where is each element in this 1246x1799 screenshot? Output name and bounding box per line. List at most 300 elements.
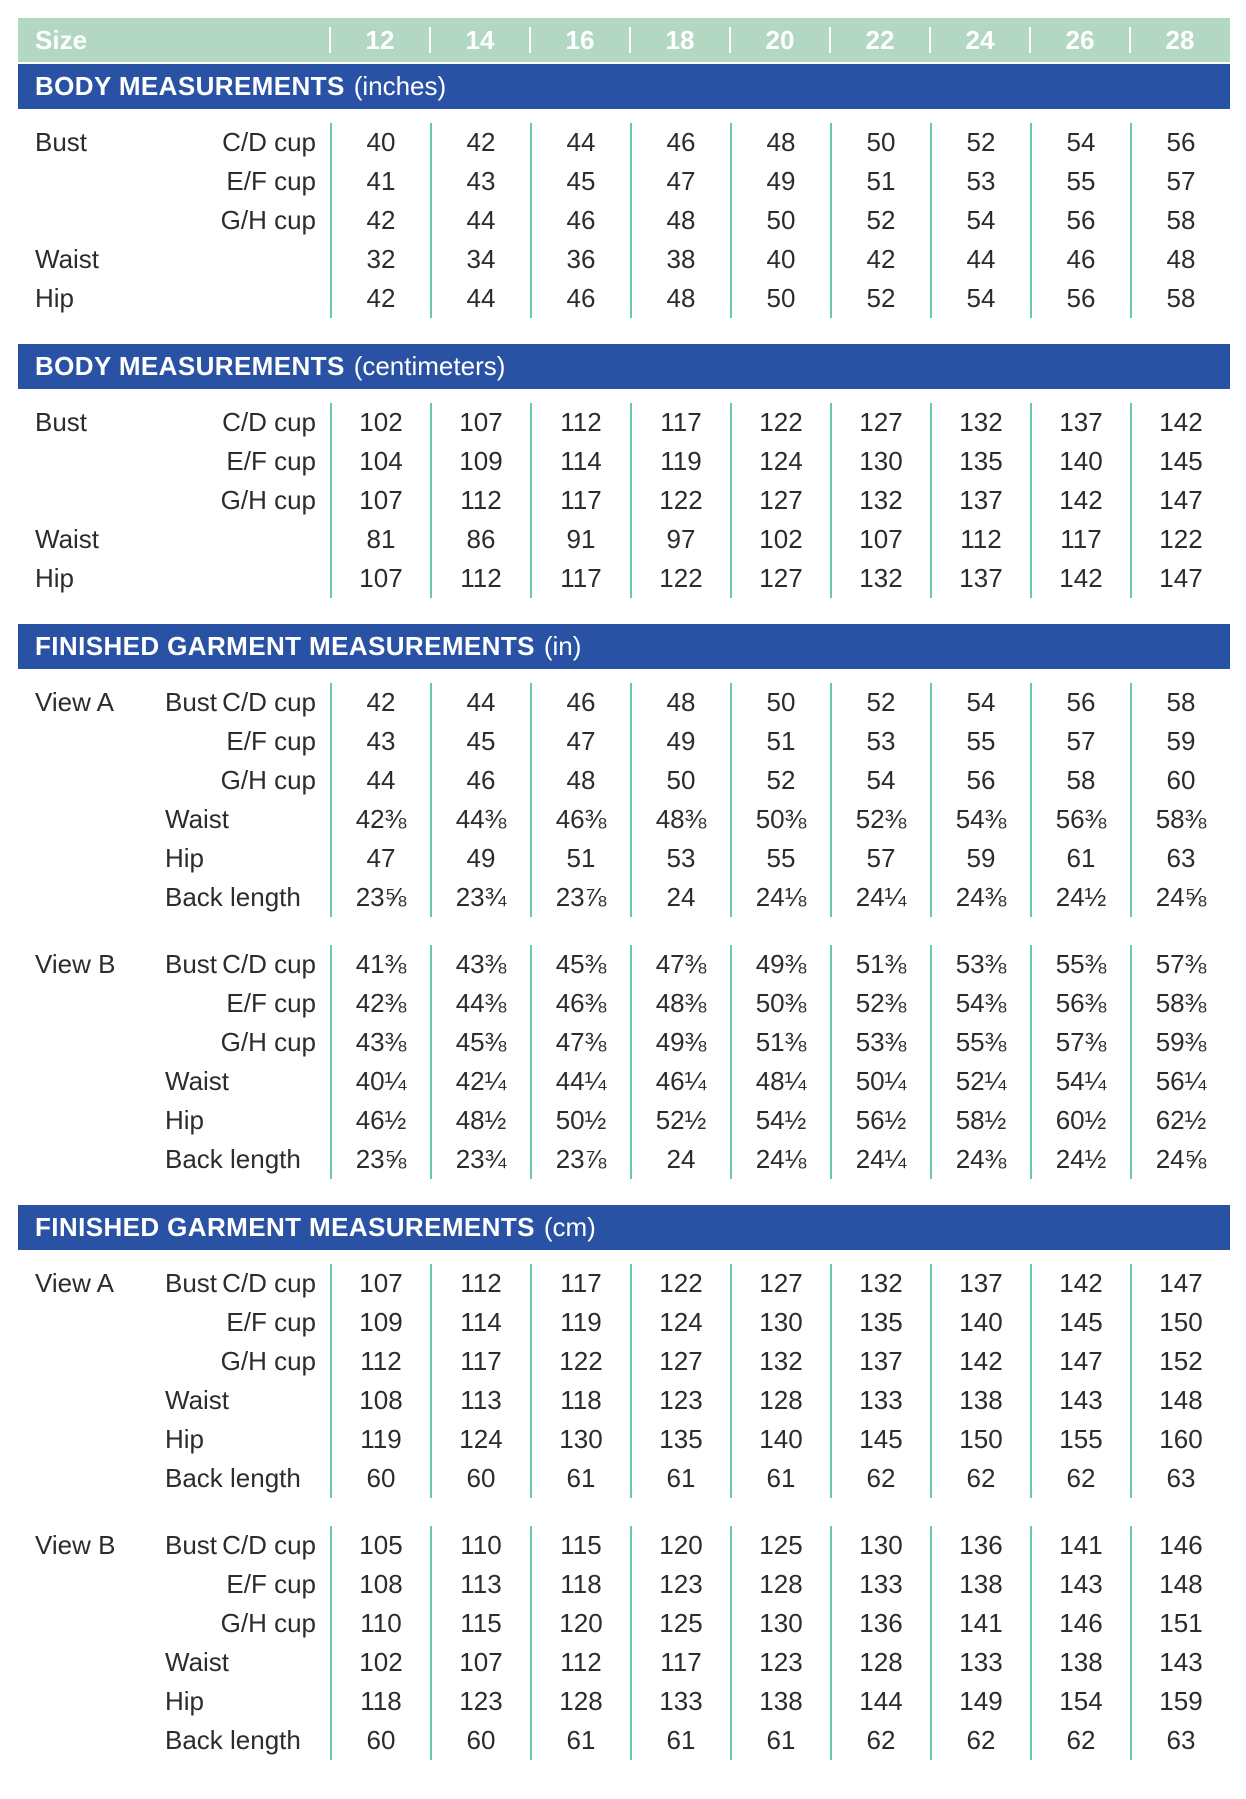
measurement-row [18,442,1230,481]
measurement-cell: 138 [930,1381,1030,1420]
measurement-cell: 127 [730,481,830,520]
row-label-secondary: Waist [165,1066,230,1096]
size-chart [18,18,1230,1760]
measurement-cell: 34 [430,240,530,279]
row-label-primary [35,1565,165,1604]
row-label-primary [35,839,165,878]
measurement-cell: 148 [1130,1565,1230,1604]
measurement-cell: 57⅜ [1030,1023,1130,1062]
row-label-secondary: Back length [165,1725,301,1755]
measurement-cell: 63 [1130,1459,1230,1498]
measurement-cell: 142 [930,1342,1030,1381]
measurement-cell: 148 [1130,1381,1230,1420]
measurement-cell: 61 [1030,839,1130,878]
measurement-cell: 120 [630,1526,730,1565]
size-header-label: Size [35,24,88,55]
row-label-group [165,1342,330,1381]
row-label-primary [35,1420,165,1459]
measurement-cell: 42⅜ [330,984,430,1023]
row-labels [18,1023,330,1062]
measurement-cell: 112 [530,403,630,442]
row-label-group [165,279,330,318]
row-label-secondary: Hip [165,843,205,873]
measurement-cell: 125 [730,1526,830,1565]
row-labels [18,1604,330,1643]
measurement-cell: 60½ [1030,1101,1130,1140]
measurement-cell: 53⅜ [830,1023,930,1062]
row-label-secondary: Back length [165,882,301,912]
measurement-cell: 130 [830,442,930,481]
measurement-cell: 24½ [1030,1140,1130,1179]
measurement-cell: 115 [530,1526,630,1565]
row-label-primary [35,1023,165,1062]
measurement-cell: 53 [930,162,1030,201]
measurement-cell: 136 [930,1526,1030,1565]
measurement-cell: 122 [630,481,730,520]
measurement-cell: 38 [630,240,730,279]
measurement-cell: 137 [930,481,1030,520]
measurement-cell: 123 [630,1381,730,1420]
measurement-cell: 147 [1030,1342,1130,1381]
measurement-cell: 43⅜ [430,945,530,984]
measurement-cell: 56½ [830,1101,930,1140]
measurement-cell: 49 [730,162,830,201]
measurement-row [18,1023,1230,1062]
measurement-cell: 50 [730,201,830,240]
size-column-header: 14 [430,18,530,62]
measurement-cell: 145 [1030,1303,1130,1342]
row-label-primary [35,1101,165,1140]
row-label-group [165,520,330,559]
measurement-cell: 107 [430,403,530,442]
measurement-cell: 132 [830,559,930,598]
measurement-cell: 104 [330,442,430,481]
measurement-block [18,403,1230,598]
measurement-cell: 61 [730,1459,830,1498]
row-label-group [165,1565,330,1604]
measurement-cell: 42 [330,683,430,722]
measurement-cell: 42 [830,240,930,279]
measurement-cell: 54⅜ [930,984,1030,1023]
section-title: BODY MEASUREMENTS [35,351,345,381]
measurement-cell: 40¼ [330,1062,430,1101]
measurement-row [18,1721,1230,1760]
row-label-primary [35,1459,165,1498]
measurement-cell: 23¾ [430,878,530,917]
measurement-cell: 47⅜ [630,945,730,984]
measurement-cell: 44 [430,279,530,318]
row-labels [18,1526,330,1565]
measurement-cell: 46 [530,683,630,722]
row-label-primary [35,1643,165,1682]
row-label-primary [35,1604,165,1643]
measurement-cell: 130 [730,1604,830,1643]
section-title: FINISHED GARMENT MEASUREMENTS [35,1212,535,1242]
measurement-cell: 141 [930,1604,1030,1643]
cup-label: G/H cup [220,1608,316,1638]
row-labels [18,1721,330,1760]
measurement-cell: 142 [1030,559,1130,598]
row-label-secondary: Bust [165,1268,218,1298]
measurement-cell: 46 [1030,240,1130,279]
measurement-cell: 52 [830,201,930,240]
section-header-bar [18,344,1230,389]
row-label-group [165,1459,330,1498]
measurement-cell: 56¼ [1130,1062,1230,1101]
measurement-cell: 44 [930,240,1030,279]
measurement-cell: 146 [1130,1526,1230,1565]
measurement-cell: 122 [630,559,730,598]
measurement-cell: 86 [430,520,530,559]
measurement-cell: 60 [430,1459,530,1498]
measurement-cell: 155 [1030,1420,1130,1459]
measurement-cell: 132 [830,1264,930,1303]
measurement-cell: 141 [1030,1526,1130,1565]
measurement-cell: 47 [330,839,430,878]
measurement-cell: 51⅜ [730,1023,830,1062]
row-labels [18,1101,330,1140]
measurement-cell: 24 [630,1140,730,1179]
measurement-cell: 55 [730,839,830,878]
size-column-header: 18 [630,18,730,62]
measurement-cell: 117 [630,403,730,442]
measurement-cell: 24¼ [830,878,930,917]
row-label-secondary: Waist [165,1385,230,1415]
row-label-group [165,1101,330,1140]
row-labels [18,481,330,520]
row-label-group [165,761,330,800]
row-labels [18,1264,330,1303]
section-unit: (cm) [543,1212,596,1242]
measurement-cell: 62 [1030,1459,1130,1498]
measurement-cell: 130 [530,1420,630,1459]
measurement-cell: 62½ [1130,1101,1230,1140]
cup-label: E/F cup [226,1307,316,1337]
measurement-row [18,1381,1230,1420]
measurement-cell: 147 [1130,1264,1230,1303]
measurement-cell: 124 [430,1420,530,1459]
measurement-cell: 46½ [330,1101,430,1140]
measurement-cell: 53⅜ [930,945,1030,984]
measurement-cell: 142 [1130,403,1230,442]
measurement-cell: 48¼ [730,1062,830,1101]
size-column-header: 16 [530,18,630,62]
measurement-cell: 113 [430,1565,530,1604]
measurement-cell: 51 [530,839,630,878]
measurement-cell: 145 [1130,442,1230,481]
measurement-cell: 112 [430,1264,530,1303]
measurement-cell: 44 [430,201,530,240]
measurement-cell: 52 [830,683,930,722]
measurement-cell: 24⅝ [1130,1140,1230,1179]
measurement-cell: 110 [430,1526,530,1565]
row-label-primary [35,800,165,839]
measurement-cell: 124 [630,1303,730,1342]
measurement-cell: 58⅜ [1130,984,1230,1023]
measurement-cell: 47 [530,722,630,761]
measurement-cell: 62 [930,1721,1030,1760]
row-label-primary [35,1303,165,1342]
measurement-cell: 48 [1130,240,1230,279]
row-labels [18,761,330,800]
measurement-row [18,1643,1230,1682]
measurement-row [18,1604,1230,1643]
cup-label: G/H cup [220,1346,316,1376]
measurement-cell: 56 [930,761,1030,800]
row-label-group [165,481,330,520]
measurement-cell: 147 [1130,481,1230,520]
measurement-cell: 60 [330,1459,430,1498]
measurement-cell: 118 [530,1565,630,1604]
row-label-primary [35,481,165,520]
measurement-cell: 136 [830,1604,930,1643]
measurement-cell: 48 [630,279,730,318]
row-label-group [165,839,330,878]
measurement-cell: 125 [630,1604,730,1643]
measurement-cell: 132 [730,1342,830,1381]
measurement-cell: 45 [430,722,530,761]
measurement-row [18,1140,1230,1179]
measurement-row [18,683,1230,722]
measurement-block [18,1526,1230,1760]
measurement-cell: 123 [730,1643,830,1682]
row-label-secondary: Waist [165,1647,230,1677]
row-label-primary: View B [35,949,116,979]
measurement-cell: 52 [930,123,1030,162]
cup-label: C/D cup [222,687,316,717]
measurement-cell: 133 [830,1565,930,1604]
measurement-cell: 45⅜ [430,1023,530,1062]
measurement-cell: 58½ [930,1101,1030,1140]
measurement-cell: 48 [530,761,630,800]
measurement-cell: 146 [1030,1604,1130,1643]
cup-label: C/D cup [222,127,316,157]
measurement-cell: 107 [330,1264,430,1303]
measurement-cell: 137 [930,559,1030,598]
measurement-cell: 47 [630,162,730,201]
measurement-cell: 127 [830,403,930,442]
row-labels [18,722,330,761]
measurement-cell: 57 [830,839,930,878]
measurement-cell: 24⅜ [930,878,1030,917]
measurement-cell: 23⅝ [330,878,430,917]
measurement-cell: 152 [1130,1342,1230,1381]
row-labels [18,945,330,984]
measurement-cell: 46 [630,123,730,162]
measurement-cell: 52⅜ [830,984,930,1023]
measurement-cell: 54½ [730,1101,830,1140]
measurement-cell: 118 [530,1381,630,1420]
row-label-group [165,1420,330,1459]
measurement-cell: 119 [530,1303,630,1342]
measurement-cell: 52½ [630,1101,730,1140]
row-label-primary [35,1140,165,1179]
measurement-cell: 59⅜ [1130,1023,1230,1062]
row-labels [18,201,330,240]
row-label-primary: Waist [35,244,100,274]
measurement-cell: 112 [530,1643,630,1682]
row-label-group [165,162,330,201]
measurement-cell: 150 [930,1420,1030,1459]
measurement-cell: 46¼ [630,1062,730,1101]
measurement-cell: 49⅜ [730,945,830,984]
size-column-header: 22 [830,18,930,62]
cup-label: C/D cup [222,1268,316,1298]
measurement-row [18,945,1230,984]
measurement-row [18,839,1230,878]
measurement-cell: 52 [730,761,830,800]
measurement-cell: 61 [630,1721,730,1760]
measurement-cell: 91 [530,520,630,559]
measurement-cell: 44⅜ [430,984,530,1023]
measurement-cell: 107 [830,520,930,559]
measurement-cell: 114 [530,442,630,481]
row-labels [18,403,330,442]
measurement-row [18,520,1230,559]
measurement-cell: 58 [1130,279,1230,318]
row-label-group [165,559,330,598]
row-label-group [165,683,330,722]
measurement-cell: 135 [930,442,1030,481]
measurement-cell: 50¼ [830,1062,930,1101]
measurement-cell: 48 [630,683,730,722]
measurement-block [18,1264,1230,1498]
measurement-cell: 55 [930,722,1030,761]
cup-label: G/H cup [220,1027,316,1057]
row-label-group [165,1721,330,1760]
row-label-primary [35,1062,165,1101]
measurement-cell: 56 [1030,683,1130,722]
measurement-cell: 61 [530,1721,630,1760]
measurement-cell: 128 [530,1682,630,1721]
measurement-cell: 107 [430,1643,530,1682]
measurement-cell: 140 [930,1303,1030,1342]
measurement-cell: 49⅜ [630,1023,730,1062]
row-labels [18,1303,330,1342]
measurement-cell: 120 [530,1604,630,1643]
row-label-group [165,1604,330,1643]
measurement-cell: 55⅜ [1030,945,1130,984]
row-label-primary [35,984,165,1023]
measurement-cell: 24½ [1030,878,1130,917]
measurement-cell: 53 [830,722,930,761]
measurement-cell: 61 [630,1459,730,1498]
measurement-cell: 132 [830,481,930,520]
row-label-group [165,945,330,984]
measurement-cell: 52⅜ [830,800,930,839]
measurement-cell: 81 [330,520,430,559]
measurement-cell: 56 [1030,279,1130,318]
measurement-cell: 23¾ [430,1140,530,1179]
cup-label: E/F cup [226,1569,316,1599]
row-label-group [165,1303,330,1342]
measurement-cell: 128 [730,1565,830,1604]
measurement-cell: 40 [330,123,430,162]
row-labels [18,878,330,917]
measurement-cell: 51 [830,162,930,201]
measurement-cell: 41⅜ [330,945,430,984]
measurement-cell: 48½ [430,1101,530,1140]
row-label-group [165,201,330,240]
row-labels [18,1420,330,1459]
row-label-primary [35,761,165,800]
measurement-cell: 52¼ [930,1062,1030,1101]
measurement-cell: 58 [1130,683,1230,722]
row-label-primary: Bust [35,407,88,437]
measurement-cell: 60 [1130,761,1230,800]
cup-label: G/H cup [220,205,316,235]
row-label-group [165,442,330,481]
measurement-cell: 61 [730,1721,830,1760]
measurement-cell: 132 [930,403,1030,442]
measurement-block [18,945,1230,1179]
measurement-row [18,1459,1230,1498]
measurement-cell: 63 [1130,1721,1230,1760]
measurement-cell: 137 [1030,403,1130,442]
measurement-cell: 50½ [530,1101,630,1140]
measurement-row [18,1264,1230,1303]
section-header-bar [18,624,1230,669]
row-label-secondary: Waist [165,804,230,834]
row-label-primary: Hip [35,283,75,313]
measurement-cell: 40 [730,240,830,279]
measurement-cell: 44⅜ [430,800,530,839]
measurement-cell: 138 [930,1565,1030,1604]
row-label-group [165,123,330,162]
measurement-cell: 124 [730,442,830,481]
cup-label: G/H cup [220,765,316,795]
measurement-cell: 58 [1030,761,1130,800]
row-label-group [165,1023,330,1062]
section-title: FINISHED GARMENT MEASUREMENTS [35,631,535,661]
row-labels [18,520,330,559]
measurement-cell: 48⅜ [630,800,730,839]
measurement-cell: 102 [330,403,430,442]
measurement-cell: 127 [630,1342,730,1381]
measurement-cell: 23⅞ [530,878,630,917]
measurement-row [18,240,1230,279]
measurement-cell: 108 [330,1381,430,1420]
measurement-cell: 32 [330,240,430,279]
row-label-secondary: Back length [165,1463,301,1493]
measurement-cell: 154 [1030,1682,1130,1721]
cup-label: G/H cup [220,485,316,515]
measurement-cell: 145 [830,1420,930,1459]
measurement-cell: 45 [530,162,630,201]
measurement-cell: 55 [1030,162,1130,201]
measurement-cell: 142 [1030,1264,1130,1303]
measurement-cell: 107 [330,559,430,598]
measurement-row [18,403,1230,442]
measurement-cell: 56⅜ [1030,800,1130,839]
measurement-cell: 51⅜ [830,945,930,984]
row-label-primary: View A [35,687,115,717]
row-labels [18,240,330,279]
row-label-primary [35,1682,165,1721]
cup-label: C/D cup [222,1530,316,1560]
row-label-primary [35,201,165,240]
measurement-cell: 48 [630,201,730,240]
size-column-header: 12 [330,18,430,62]
measurement-cell: 54 [830,761,930,800]
measurement-cell: 117 [530,559,630,598]
measurement-cell: 59 [930,839,1030,878]
measurement-cell: 24⅝ [1130,878,1230,917]
row-label-primary [35,1381,165,1420]
measurement-cell: 43 [430,162,530,201]
row-labels [18,1140,330,1179]
measurement-cell: 115 [430,1604,530,1643]
